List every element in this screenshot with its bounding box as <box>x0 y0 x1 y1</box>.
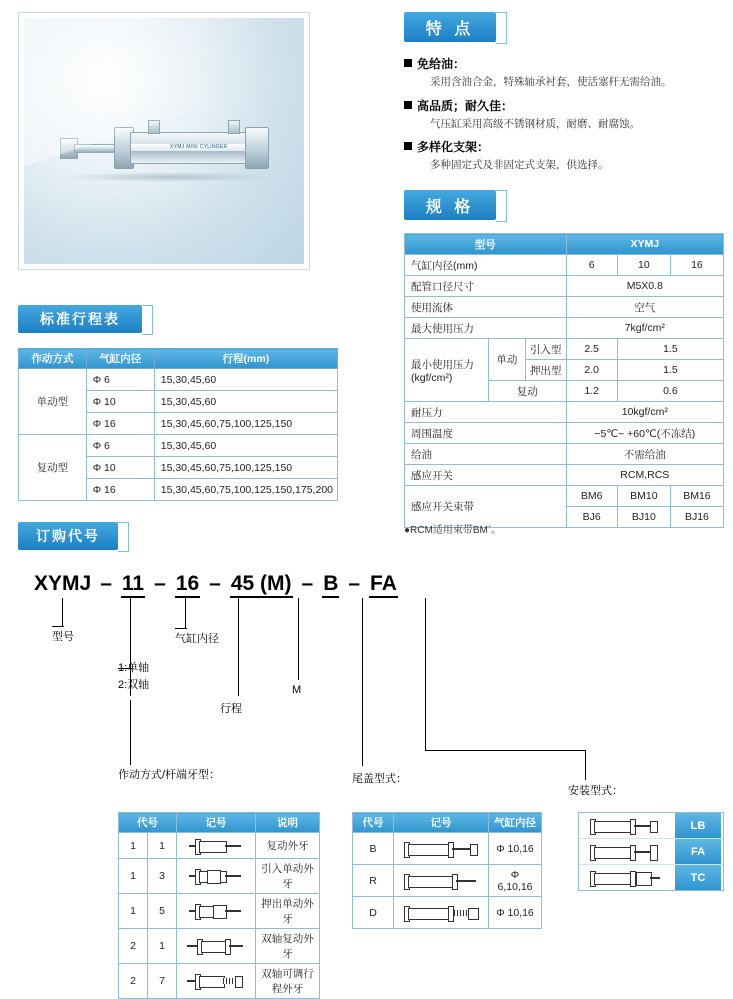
action-code1: 1 <box>119 859 148 894</box>
cap-header-symbol: 记号 <box>394 813 489 833</box>
spec-row-label: 周围温度 <box>405 423 567 444</box>
action-code1: 2 <box>119 964 148 999</box>
action-code2: 3 <box>148 859 177 894</box>
spec-cell: 0.6 <box>617 381 723 402</box>
action-code2: 5 <box>148 894 177 929</box>
table-row <box>405 276 724 297</box>
action-desc: 复动外牙 <box>256 833 320 859</box>
leader-line-action <box>130 700 131 764</box>
table-row <box>405 465 724 486</box>
leader-line-bore-h <box>175 628 187 629</box>
stroke-value: 15,30,45,60,75,100,125,150 <box>154 413 337 435</box>
adjustable-stroke-cylinder-symbol-icon <box>187 973 245 989</box>
spec-cell: BM10 <box>617 486 670 507</box>
stroke-bore: Φ 10 <box>86 391 154 413</box>
stroke-header: 作动方式 <box>19 349 87 369</box>
product-photo <box>18 12 310 270</box>
table-row <box>353 897 542 929</box>
leader-line-stroke <box>238 598 239 696</box>
spec-cell: 1.2 <box>566 381 617 402</box>
spec-cell: RCM,RCS <box>566 465 723 486</box>
cap-bore: Φ 6,10,16 <box>489 865 542 897</box>
action-desc: 双轴可调行程外牙 <box>256 964 320 999</box>
features-banner-tail <box>496 12 507 44</box>
leader-line-model-h <box>52 626 64 627</box>
spec-belt-label: 感应开关束带 <box>405 486 567 528</box>
code-dash: – <box>209 572 221 595</box>
code-model: XYMJ <box>34 572 92 595</box>
features-list <box>404 55 724 180</box>
cap-bore: Φ 10,16 <box>489 833 542 865</box>
stroke-table <box>18 348 338 501</box>
table-row <box>19 369 338 391</box>
spec-double-label: 复动 <box>488 381 566 402</box>
mount-symbol <box>579 870 675 886</box>
mount-label: TC <box>675 865 721 890</box>
order-code-row <box>34 572 398 598</box>
code-dash: – <box>348 572 361 595</box>
spec-cell: 不需给油 <box>566 444 723 465</box>
table-row <box>405 444 724 465</box>
action-code2: 1 <box>148 833 177 859</box>
spec-row-label: 感应开关 <box>405 465 567 486</box>
product-photo-image <box>24 18 304 264</box>
mount-symbol <box>579 818 675 834</box>
action-code1: 2 <box>119 929 148 964</box>
action-desc: 押出单动外牙 <box>256 894 320 929</box>
spec-row-label: 配管口径尺寸 <box>405 276 567 297</box>
spec-cell: 16 <box>670 255 723 276</box>
action-symbol <box>177 833 256 859</box>
table-row <box>405 318 724 339</box>
spec-cell: BJ16 <box>670 507 723 528</box>
spec-cell: M5X0.8 <box>566 276 723 297</box>
stroke-bore: Φ 16 <box>86 413 154 435</box>
code-type: 11 <box>121 572 145 598</box>
spec-cell: BJ10 <box>617 507 670 528</box>
code-mount: FA <box>369 572 398 598</box>
action-code1: 1 <box>119 894 148 929</box>
feature-item <box>404 138 724 173</box>
table-row <box>405 486 724 507</box>
spec-model-label: 型号 <box>405 234 567 255</box>
spec-cell: BM16 <box>670 486 723 507</box>
spec-banner-tail <box>496 190 507 222</box>
code-bore: 16 <box>175 572 200 598</box>
stroke-bore: Φ 6 <box>86 435 154 457</box>
cap-code: D <box>353 897 394 929</box>
action-symbol <box>177 894 256 929</box>
spec-cell: BM6 <box>566 486 617 507</box>
stroke-value: 15,30,45,60 <box>154 391 337 413</box>
table-row <box>119 859 320 894</box>
action-code2: 1 <box>148 929 177 964</box>
spec-row-label: 气缸内径(mm) <box>405 255 567 276</box>
spec-title: 规 格 <box>425 198 475 216</box>
spec-cell: 2.0 <box>566 360 617 381</box>
leader-line-mount-h <box>425 750 585 751</box>
stroke-title-banner <box>18 305 142 333</box>
spec-table <box>404 233 724 528</box>
mount-type-table <box>578 812 724 891</box>
action-header-code: 代号 <box>119 813 177 833</box>
table-header-row <box>353 813 542 833</box>
action-symbol <box>177 964 256 999</box>
spec-cell: 押出型 <box>525 360 566 381</box>
callout-model: 型号 <box>52 631 74 643</box>
feature-item <box>404 55 724 90</box>
cylinder-symbol-icon <box>187 838 245 854</box>
callout-axis <box>118 660 149 693</box>
stroke-banner-tail <box>142 305 153 335</box>
spec-footnote: ●RCM适用束带BM`。 <box>404 525 502 536</box>
mount-lb-icon <box>588 818 666 834</box>
feature-desc: 气压缸采用高级不锈钢材质，耐磨、耐腐蚀。 <box>430 117 640 130</box>
cap-type-b-icon <box>402 841 480 857</box>
table-row <box>405 297 724 318</box>
callout-action-title: 作动方式/杆端牙型： <box>118 769 221 781</box>
stroke-value: 15,30,45,60 <box>154 369 337 391</box>
stroke-header: 气缸内径 <box>86 349 154 369</box>
leader-line-cap <box>362 598 363 766</box>
action-code2: 7 <box>148 964 177 999</box>
order-title: 订购代号 <box>36 528 100 544</box>
table-row <box>119 833 320 859</box>
mount-symbol <box>579 844 675 860</box>
spec-minpress-label-line1: 最小使用压力 <box>411 358 474 371</box>
action-symbol <box>177 859 256 894</box>
callout-mount-title: 安装型式： <box>568 785 623 797</box>
action-code1: 1 <box>119 833 148 859</box>
spec-row-label: 使用流体 <box>405 297 567 318</box>
spec-row-label: 给油 <box>405 444 567 465</box>
table-row <box>405 234 724 255</box>
cap-header-bore: 气缸内径 <box>489 813 542 833</box>
spec-model-value: XYMJ <box>566 234 723 255</box>
stroke-value: 15,30,45,60,75,100,125,150 <box>154 457 337 479</box>
order-title-banner <box>18 522 118 550</box>
feature-title: 多样化支架： <box>417 140 490 155</box>
table-row <box>119 894 320 929</box>
stroke-mode: 单动型 <box>19 369 87 435</box>
spec-cell: 10 <box>617 255 670 276</box>
spec-cell: 10kgf/cm² <box>566 402 723 423</box>
double-rod-cylinder-symbol-icon <box>187 938 245 954</box>
cylinder-photo-caption: XYMJ MINI CYLINDER <box>170 144 228 150</box>
feature-item <box>404 97 724 132</box>
action-header-symbol: 记号 <box>177 813 256 833</box>
callout-m: M <box>292 684 302 696</box>
stroke-bore: Φ 6 <box>86 369 154 391</box>
mount-fa-icon <box>588 844 666 860</box>
bullet-square-icon <box>404 142 412 150</box>
cap-type-r-icon <box>402 873 480 889</box>
stroke-header: 行程(mm) <box>154 349 337 369</box>
spec-cell: 空气 <box>566 297 723 318</box>
cap-symbol <box>394 865 489 897</box>
table-row <box>405 423 724 444</box>
order-banner-tail <box>118 522 129 552</box>
table-row <box>119 929 320 964</box>
mount-row <box>579 839 723 865</box>
spec-cell: 引入型 <box>525 339 566 360</box>
table-row <box>353 865 542 897</box>
cap-code: R <box>353 865 394 897</box>
spec-cell: 6 <box>566 255 617 276</box>
table-row <box>19 435 338 457</box>
leader-line-mount-v2 <box>585 750 586 780</box>
spec-row-label: 耐压力 <box>405 402 567 423</box>
spec-row-label: 最大使用压力 <box>405 318 567 339</box>
action-desc: 引入单动外牙 <box>256 859 320 894</box>
features-title: 特 点 <box>425 20 475 38</box>
cylinder-illustration <box>52 118 282 178</box>
cap-symbol <box>394 833 489 865</box>
mount-row <box>579 865 723 890</box>
spec-cell: BJ6 <box>566 507 617 528</box>
mount-row <box>579 813 723 839</box>
stroke-value: 15,30,45,60 <box>154 435 337 457</box>
leader-line-mount <box>425 598 426 750</box>
cap-bore: Φ 10,16 <box>489 897 542 929</box>
cap-symbol <box>394 897 489 929</box>
feature-desc: 多种固定式及非固定式支架，供选择。 <box>430 159 609 172</box>
action-header-desc: 说明 <box>256 813 320 833</box>
action-symbol <box>177 929 256 964</box>
callout-bore: 气缸内径 <box>175 633 219 645</box>
spec-title-banner <box>404 190 496 220</box>
callout-cap-title: 尾盖型式： <box>352 773 407 785</box>
code-stroke: 45 (M) <box>230 572 293 598</box>
code-cap: B <box>322 572 339 598</box>
stroke-mode: 复动型 <box>19 435 87 501</box>
leader-line-model <box>62 598 63 626</box>
table-row <box>353 833 542 865</box>
leader-line-bore <box>185 598 186 628</box>
table-row <box>405 402 724 423</box>
feature-desc: 采用含油合金，特殊轴承衬套，使活塞杆无需给油。 <box>430 76 672 88</box>
feature-title: 高品质；耐久佳： <box>417 98 514 113</box>
callout-stroke: 行程 <box>220 703 242 715</box>
mount-label: LB <box>675 813 721 838</box>
stroke-bore: Φ 10 <box>86 457 154 479</box>
leader-line-action-h <box>130 764 131 765</box>
leader-line-m <box>298 598 299 680</box>
table-header-row <box>119 813 320 833</box>
spring-extend-cylinder-symbol-icon <box>187 903 245 919</box>
cap-type-d-icon <box>402 905 480 921</box>
cap-header-code: 代号 <box>353 813 394 833</box>
stroke-bore: Φ 16 <box>86 479 154 501</box>
stroke-title: 标准行程表 <box>40 311 120 327</box>
action-type-table <box>118 812 320 999</box>
bullet-square-icon <box>404 59 412 67</box>
stroke-value: 15,30,45,60,75,100,125,150,175,200 <box>154 479 337 501</box>
mount-tc-icon <box>588 870 666 886</box>
callout-axis-line2: 2:双轴 <box>118 678 150 691</box>
table-row <box>405 255 724 276</box>
table-header-row <box>19 349 338 369</box>
bullet-square-icon <box>404 101 412 109</box>
mount-label: FA <box>675 839 721 864</box>
spec-cell: 2.5 <box>566 339 617 360</box>
spec-cell: 1.5 <box>617 360 723 381</box>
code-dash: – <box>154 572 166 595</box>
code-dash: – <box>301 572 314 595</box>
code-dash: – <box>100 572 112 595</box>
spec-cell: 1.5 <box>617 339 723 360</box>
spec-single-label: 单动 <box>488 339 525 381</box>
action-desc: 双轴复动外牙 <box>256 929 320 964</box>
spring-return-cylinder-symbol-icon <box>187 868 245 884</box>
spec-cell: −5℃~ +60℃(不冻结) <box>566 423 723 444</box>
cap-type-table <box>352 812 542 929</box>
spec-cell: 7kgf/cm² <box>566 318 723 339</box>
features-title-banner <box>404 12 496 42</box>
table-row <box>405 339 724 360</box>
spec-minpress-label-line2: (kgf/cm²) <box>411 371 453 384</box>
spec-minpress-label <box>405 339 489 402</box>
cap-code: B <box>353 833 394 865</box>
callout-axis-line1: 1:单轴 <box>118 662 150 674</box>
table-row <box>119 964 320 999</box>
feature-title: 免给油： <box>417 57 466 71</box>
